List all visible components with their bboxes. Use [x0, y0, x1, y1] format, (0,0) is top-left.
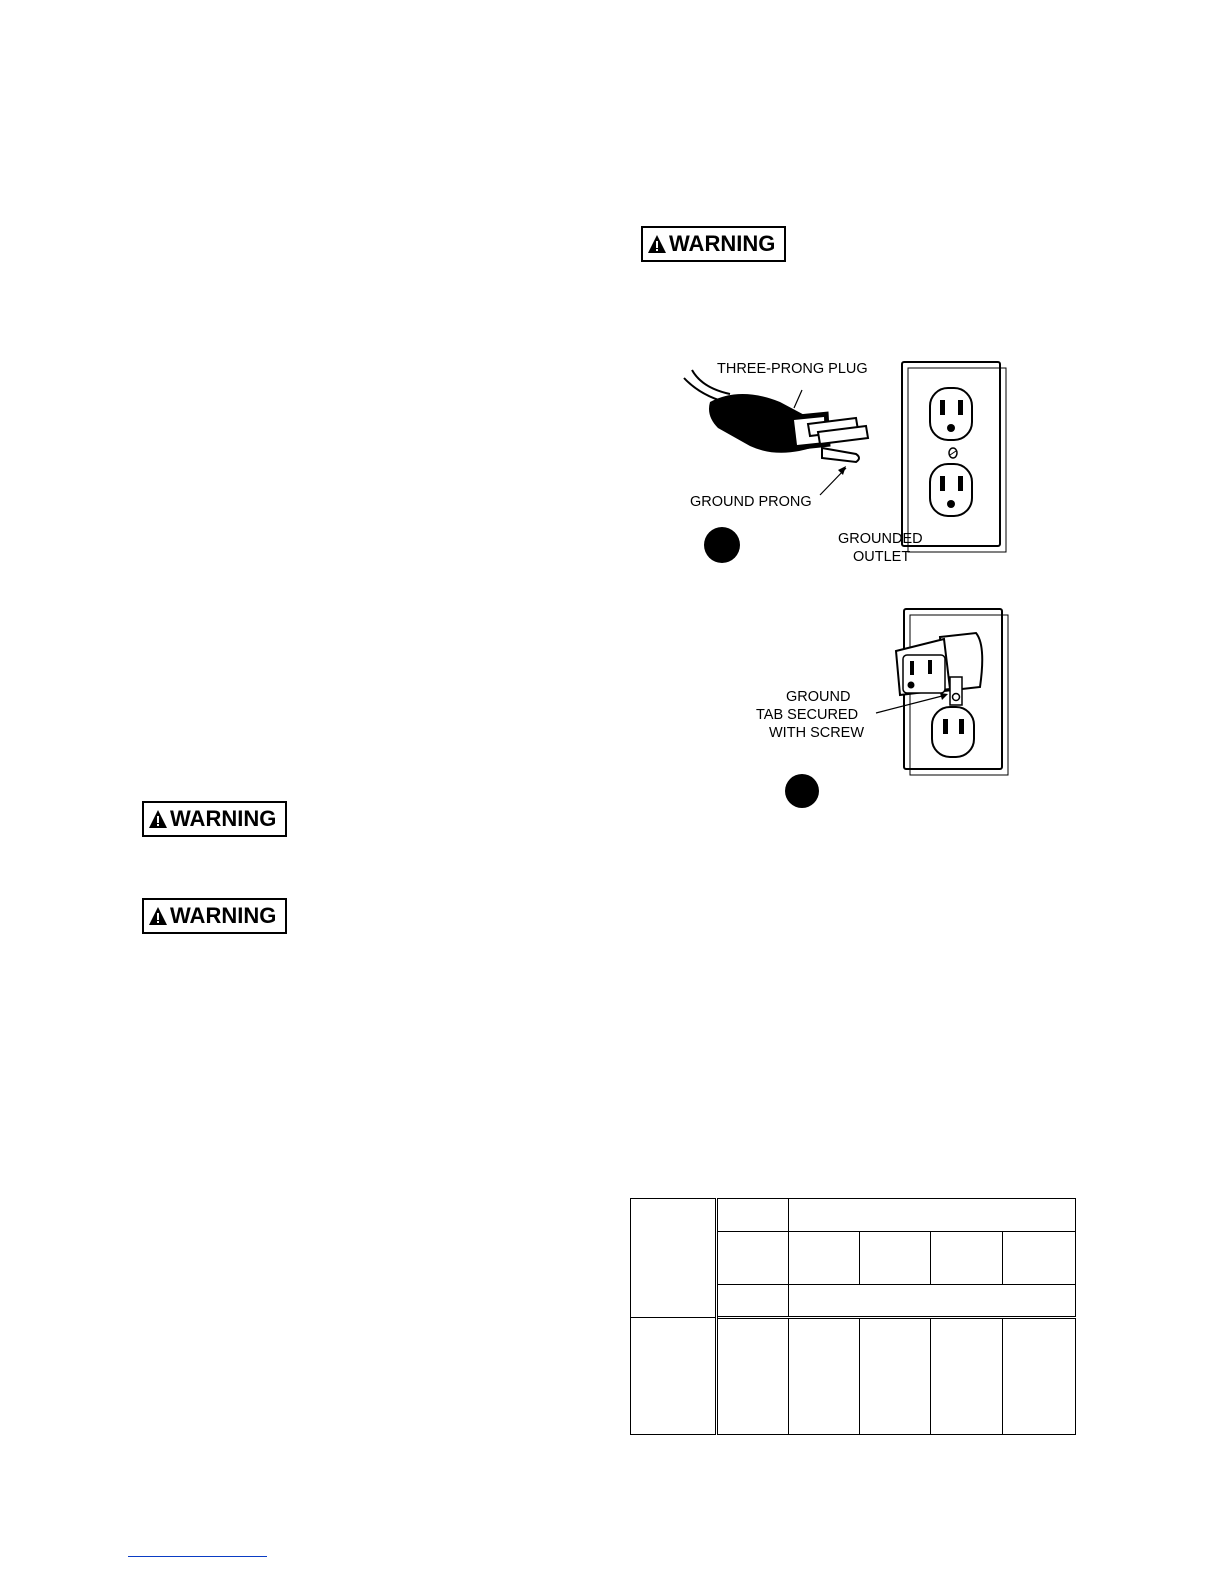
table-cell	[717, 1199, 789, 1232]
three-prong-plug-illustration	[709, 394, 868, 462]
warning-text: WARNING	[170, 806, 277, 831]
table-cell	[1003, 1318, 1076, 1435]
warning-text: WARNING	[669, 231, 776, 256]
table-cell	[717, 1318, 789, 1435]
table-cell	[1003, 1232, 1076, 1285]
table-cell	[789, 1285, 1076, 1318]
table-cell	[631, 1318, 717, 1435]
warning-label-top-right	[641, 226, 786, 262]
tab-label-line2: TAB SECURED	[756, 707, 859, 723]
warning-triangle-icon	[148, 809, 168, 829]
table-cell	[789, 1232, 860, 1285]
extension-cord-table	[630, 1198, 1076, 1435]
outlet-label-line2: OUTLET	[853, 549, 911, 565]
table-cell	[860, 1232, 931, 1285]
table-cell	[931, 1232, 1003, 1285]
tab-label-line1: GROUND	[786, 689, 851, 705]
table-cell	[717, 1285, 789, 1318]
plug-label: THREE-PRONG PLUG	[717, 361, 868, 377]
warning-triangle-icon	[148, 906, 168, 926]
table-cell-header-left	[631, 1199, 717, 1318]
warning-triangle-icon	[647, 234, 667, 254]
tab-label-line3: WITH SCREW	[769, 725, 865, 741]
table-cell	[789, 1318, 860, 1435]
outlet-label-line1: GROUNDED	[838, 531, 923, 547]
table-cell	[789, 1199, 1076, 1232]
figure-a-plug-outlet	[680, 350, 1020, 575]
badge-b-letter: B	[797, 788, 807, 804]
duplex-outlet-illustration	[902, 362, 1006, 552]
figure-b-adapter	[750, 605, 1020, 810]
warning-label-left-second	[142, 898, 287, 934]
badge-a-letter: A	[717, 542, 727, 558]
ground-prong-label: GROUND PRONG	[690, 494, 812, 510]
plug-leader-line	[794, 390, 802, 408]
table-cell	[860, 1318, 931, 1435]
table-cell	[717, 1232, 789, 1285]
link-underline[interactable]	[128, 1556, 267, 1557]
table-cell	[931, 1318, 1003, 1435]
warning-label-left-first	[142, 801, 287, 837]
warning-text: WARNING	[170, 903, 277, 928]
